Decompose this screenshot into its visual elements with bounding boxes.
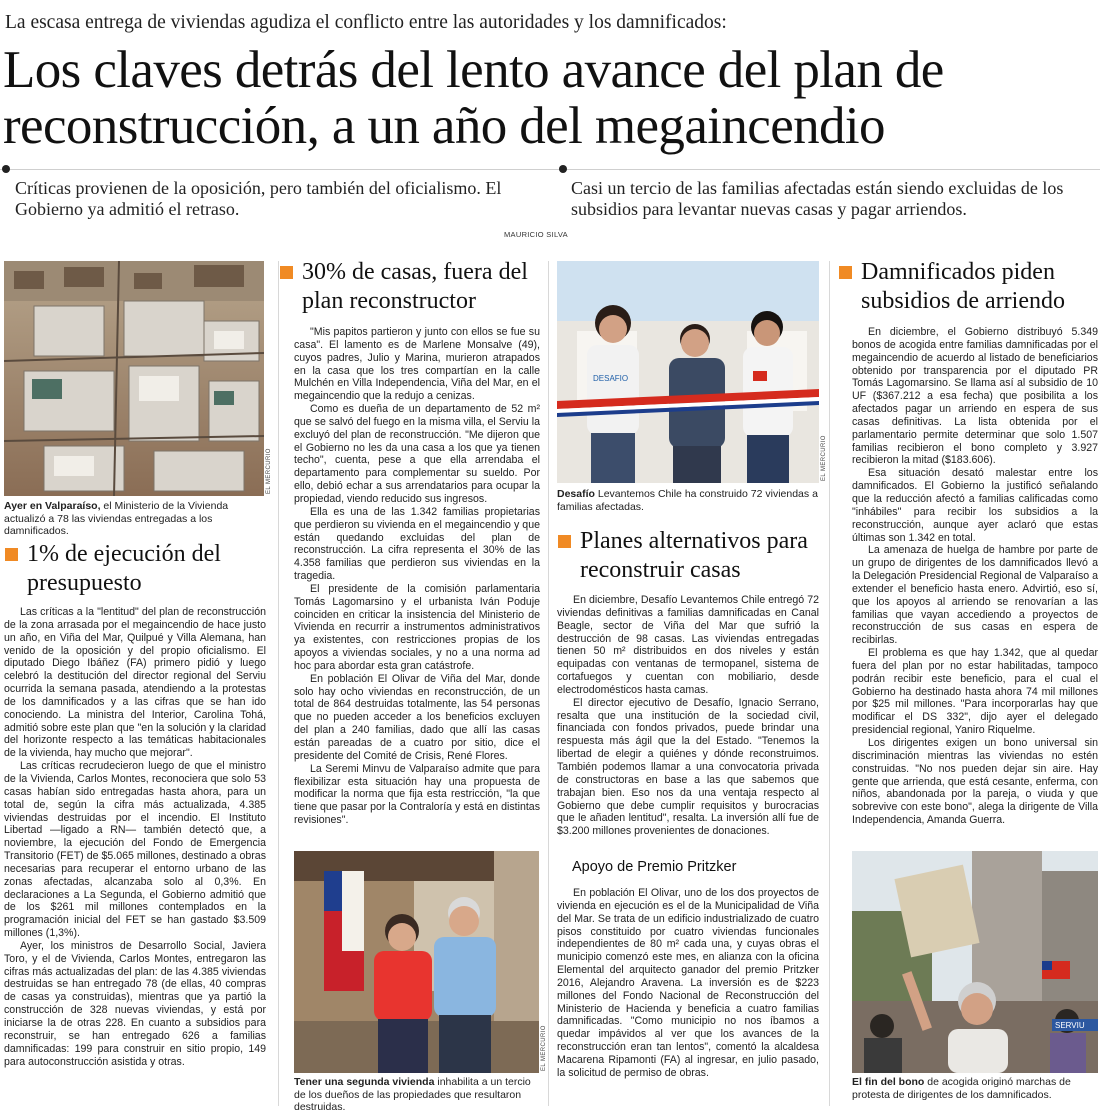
shirt-logo-text: DESAFIO [593,374,629,383]
protest-image [852,851,1098,1073]
section-title-casas: 30% de casas, fuera del plan reconstructor [302,258,547,316]
column-rule [548,261,549,1106]
aerial-houses-image [4,261,264,496]
photo-desafio [557,261,819,483]
bullet-right: Casi un tercio de las familias afectadas están siendo excluidas de los subsidios para levantar nuevas casas y pagar arriendos. [571,178,1064,219]
kicker: La escasa entrega de viviendas agudiza el conflicto entre las autoridades y los damnificados: [5,12,727,33]
body-pritzker: En población El Olivar, uno de los dos proyectos de vivienda en ejecución es el de la Municipalidad de Viña del Mar. Se trata de un edificio industrializado de cuatro pisos constituido por cuatro viviendas funcionales independientes de 80 m² cada una, y cuyas obras el municipio comenzó este mes, en alianza con la oficina Elemental del arquitecto ganador del premio Pritzker 2016, Alejandro Aravena. La inversión es de $223 millones del Fondo Nacional de Reconstrucción del Ministerio de Hacienda y beneficia a cuatro familias damnificadas. "Como municipio no nos íbamos a quedar impávidos al ver que los avances de la reconstrucción eran tan lentos", comentó la alcaldesa Macarena Ripamonti (FA) al ingresar, en julio pasado, la solicitud de permiso de obras. [557,887,819,1079]
subhead-pritzker: Apoyo de Premio Pritzker [572,859,737,875]
orange-square-icon [839,266,852,279]
section-title-planes: Planes alternativos para reconstruir casas [580,527,825,585]
body-casas: "Mis papitos partieron y junto con ellos se fue su casa". El lamento es de Marlene Monsalve (49), cuyos padres, Julio y Marina, murieron atrapados en la casa que los tres compartían en la calle Mulchén en Villa Independencia, Viña del Mar, en el megaincendio que la redujo a cenizas. Como es dueña de un departamento de 52 m² que se salvó del fuego en la misma villa, el Serviu la excluyó del plan de reconstrucción. "Me dijeron que el Gobierno no les da una casa a los que ya tienen techo", cuenta, pese a que ella arrendaba el departamento para complementar su sueldo. Por ello, debió echar a sus arrendatarios para ocupar la propiedad, viendo reducido sus ingresos. Ella es una de las 1.342 familias propietarias que perdieron su vivienda en el megaincendio y que están quedando excluidas del plan de reconstrucción. La cifra representa el 30% de las 4.358 familias que perdieron sus viviendas en la tragedia. El presidente de la comisión parlamentaria Tomás Lagomarsino y el urbanista Iván Poduje coinciden en criticar la insistencia del Ministerio de Vivienda en recurrir a instrumentos administrativos ya existentes, con restricciones propias de los apoyos a viviendas sociales, y no a una norma ad hoc para abordar esta gran catástrofe. En población El Olivar de Viña del Mar, donde solo hay ocho viviendas en reconstrucción, de un total de 864 destruidas totalmente, las 54 personas que no pueden acceder a los beneficios excluyen del plan a 240 familias, dado que allí las casas están pareadas de a cuatro por sitio, dice el presidente del Comité de Crisis, René Flores. La Seremi Minvu de Valparaíso admite que para flexibilizar esta situación hay una propuesta de modificar la norma que fija esta restricción, "la que tiene que pasar por la Contraloría y está en distintas revisiones". [294,326,540,827]
body-subsidios: En diciembre, el Gobierno distribuyó 5.349 bonos de acogida entre familias damnificadas por el megaincendio de acuerdo al listado de beneficiarios obtenido por transparencia por el diputado PR Tomás Lagomarsino. Se llama así al subsidio de 10 UF ($367.212 a esa fecha) que posibilita a los afectados pagar un arriendo en espera de sus casas definitivas. La lista obtenida por el parlamentario permite determinar que solo 1.507 familias recibieron el bono completo y 3.927 recibieron la mitad ($183.606). Esa situación desató malestar entre los damnificados. El Gobierno la justificó señalando que la reducción afectó a familias calificadas como "inhábiles" para recibir los subsidios a la reconstrucción, aunque ayer aclaró que estas últimas son 1.342 en total. La amenaza de huelga de hambre por parte de un grupo de dirigentes de los damnificados llevó a la Delegación Presidencial Regional de Valparaíso a extender el beneficio hasta enero. Advirtió, eso sí, que los apoyos al arriendo se renovarían a las familias que vayan accediendo a proyectos de reconstrucción de sus casas en espera de recibirlas. El problema es que hay 1.342, que al quedar fuera del plan por no estar habilitadas, tampoco podrán recibir este beneficio, para el cual el Gobierno ha destinado hasta ahora 74 mil millones por $25 mil millones. "Para incorporarlas hay que modificar el DS 332", dijo ayer el delegado presidencial regional, Yaniro Riquelme. Los dirigentes exigen un bono universal sin discriminación mientras las viviendas no estén construidas. "No nos pueden dejar sin aire. Hay gente que arrienda, que está cesante, enferma, con niños, abandonada por la pareja, o viuda y que sobrevive con este bono", alega la dirigente de Villa Independencia, Amanda Guerra. [852,326,1098,827]
photo-credit: EL MERCURIO [821,435,827,481]
ribbon-cutting-image [557,261,819,483]
photo-credit: EL MERCURIO [541,1025,547,1071]
column-rule [278,261,279,1106]
orange-square-icon [558,535,571,548]
section-title-ejecucion: 1% de ejecución del presupuesto [27,540,267,598]
caption-segunda-vivienda: Tener una segunda vivienda inhabilita a un tercio de los dueños de las propiedades que resultaron destruidas. [294,1076,531,1113]
protest-sign-text: SERVIU [1055,1021,1085,1030]
column-rule [829,261,830,1106]
photo-segunda-vivienda [294,851,539,1073]
body-ejecucion: Las críticas a la "lentitud" del plan de reconstrucción de la zona arrasada por el megaincendio de hace justo un año, en Viña del Mar, Quilpué y Villa Alemana, han venido de la oposición y del propio oficialismo. El diputado Diego Ibáñez (FA) primero pidió y luego celebró la destitución del director regional del Serviu ocurrida la semana pasada, atendiendo a la protestas de los damnificados y a las cifras que se han ido conociendo. La ministra del Interior, Carolina Tohá, admitió sobre este plan que "en la solución y la claridad del horizonte respecto a las temáticas habitacionales de la vivienda, hay mucho que mejorar". Las críticas recrudecieron luego de que el ministro de la Vivienda, Carlos Montes, reconociera que solo 53 casas habían sido entregadas hasta ahora, para un total de, según la cifra más actualizada, 4.385 viviendas destruidas por el incendio. El Instituto Libertad —ligado a RN— también detectó que, a noviembre, la ejecución del Fondo de Emergencia Transitorio (FET) de $5.065 millones, destinado a obras necesarias para recuperar el entorno urbano de las zonas afectadas, alcanzaba solo al 0,3%. En declaraciones a La Segunda, el Gobierno admitió que de los $261 mil millones contemplados en la programación inicial del FET se han gastado $3.509 millones (1,3%). Ayer, los ministros de Desarrollo Social, Javiera Toro, y el de Vivienda, Carlos Montes, entregaron las cifras más actualizadas del plan: de las 4.385 viviendas destruidas se han entregado 78 (de ellas, 40 compras de casas ya construidas), mientras que ya partió la construcción de 328 nuevas viviendas, y está por iniciarse la de otras 228. En cuanto a subsidios para reconstruir, se han entregado 626 a familias damnificadas: 199 para construir en sitio propio, 149 para autoconstrucción asistida y otras. [4,606,266,1068]
caption-valparaiso: Ayer en Valparaíso, el Ministerio de la Vivienda actualizó a 78 las viviendas entregadas a los damnificados. [4,500,229,537]
caption-desafio: Desafío Levantemos Chile ha construido 72 viviendas a familias afectadas. [557,488,818,513]
caption-protesta: El fin del bono de acogida originó marchas de protesta de dirigentes de los damnificados. [852,1076,1071,1101]
orange-square-icon [280,266,293,279]
orange-square-icon [5,548,18,561]
bullet-dot-icon [559,165,567,173]
photo-valparaiso [4,261,264,496]
body-planes: En diciembre, Desafío Levantemos Chile entregó 72 viviendas definitivas a familias damnificadas en Canal Beagle, sector de Viña del Mar que sufrió la destrucción de 98 casas. Las viviendas entregadas tienen 50 m² distribuidos en dos niveles y están equipadas con ventanas de termopanel, sistema de cortafuegos y cuentan con mobiliario, desde electrodomésticos hasta camas. El director ejecutivo de Desafío, Ignacio Serrano, resalta que una institución de la sociedad civil, financiada con fondos privados, puede brindar una respuesta más ágil que la del Estado. "Tenemos la libertad de elegir a quiénes y dónde reconstruimos. También podemos llamar a una convocatoria privada de constructoras en base a las que sabemos que trabajan bien. Eso nos da una ventaja respecto al Gobierno que debe cumplir requisitos y burocracias que le añaden lentitud", resalta. La inversión allí fue de $3.200 millones provenientes de donaciones. [557,594,819,838]
photo-protesta [852,851,1098,1073]
photo-credit: EL MERCURIO [266,448,272,494]
byline: MAURICIO SILVA [504,230,568,239]
couple-image [294,851,539,1073]
bullet-dot-icon [2,165,10,173]
headline: Los claves detrás del lento avance del plan de reconstrucción, a un año del megaincendio [3,41,944,155]
section-title-subsidios: Damnificados piden subsidios de arriendo [861,258,1091,316]
bullets-rule [0,169,1100,170]
bullet-left: Críticas provienen de la oposición, pero también del oficialismo. El Gobierno ya admitió el retraso. [15,178,502,219]
